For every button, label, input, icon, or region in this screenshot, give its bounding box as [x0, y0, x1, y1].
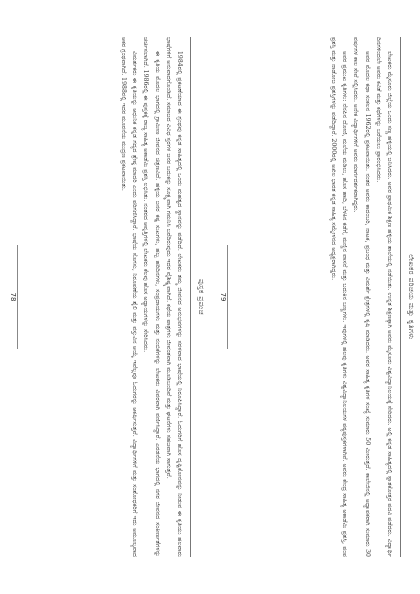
footer-rule — [227, 245, 228, 349]
right-page-content — [215, 37, 415, 557]
footer-rule — [17, 245, 18, 349]
paragraph: 1984ರಲ್ಲಿ ಪ್ರಕಟಣೆಯಾದ ಈ ಗ್ರಂಥವು ಕನ್ನಡ ಸಾಹಿತ್ಯದಲ್ಲಿ ಒಂದು ಮಹತ್ವದ ಸ್ಥಾನವನ್ನು ಪಡೆದಿದೆ. ಲೇಖಕರು ತಮ್ಮ ಜೀವನದ ಅನುಭವಗಳನ್ನು ಸರಳವಾದ ಭಾಷೆಯಲ್ಲಿ ನಿರೂಪಿಸಿದ್ದಾರೆ. ಓದುಗರಿಗೆ ಹೊಸ ದೃಷ್ಟಿಕೋನವನ್ನು ನೀಡುವ ಈ ಕೃತಿಯು ಹಲವಾರು ಭಾಷೆಗಳಿಗೆ ಅನುವಾದಗೊಂಡಿದೆ. ಸಮಾಜದ ವಿವಿಧ ಸ್ತರಗಳ ಜನರ ಬದುಕನ್ನು ಸೂಕ್ಷ್ಮವಾಗಿ ಗಮನಿಸಿ ಬರೆದಿರುವುದು ಇದರ ವೈಶಿಷ್ಟ್ಯವಾಗಿದೆ. ಕಥೆಯ ಪಾತ್ರಗಳು ಜೀವಂತವಾಗಿ ಮೂಡಿಬಂದಿವೆ ಮತ್ತು ಘಟನೆಗಳು ಸಹಜವಾಗಿ ಸಾಗುತ್ತವೆ. — [164, 37, 183, 557]
running-header: ಪುಸ್ತಕ ಪ್ರಪಂಚ — [197, 278, 205, 316]
page-number: 78 — [9, 292, 17, 302]
running-header: ಲೇಖಕರ ಪರಿಚಯ ಮತ್ತು ಕೃತಿಗಳು — [407, 254, 415, 340]
paragraph: ಅವರ ಮೊದಲ ಕಥಾ ಸಂಕಲನ 1962ರಲ್ಲಿ ಪ್ರಕಟವಾಯಿತು. ನಂತರ ಅವರು ಕಾದಂಬರಿ, ನಾಟಕ, ಪ್ರಬಂಧ ಮತ್ತು ವಿಮರ್ಶೆ ಕ್ಷೇತ್ರಗಳಲ್ಲಿ ಕೃಷಿ ಮಾಡಿದರು. ಅವರ ಸಾಹಿತ್ಯ ಕೃತಿಗಳ ಸಂಖ್ಯೆ ಸುಮಾರು 50 ಮೀರುತ್ತದೆ. ಕಾಲೇಜಿನಲ್ಲಿ ಅಧ್ಯಾಪಕರಾಗಿ ಸುಮಾರು 30 ವರ್ಷಗಳ ಕಾಲ ಸೇವೆ ಸಲ್ಲಿಸಿದರು. ಅನೇಕ ವಿದ್ಯಾರ್ಥಿಗಳಿಗೆ ಅವರು ಮಾರ್ಗದರ್ಶಕರಾಗಿದ್ದರು. — [352, 37, 371, 557]
header-rule — [190, 37, 191, 557]
right-page — [210, 0, 420, 594]
paragraph: ವಿಮರ್ಶಕರು ಈ ಕೃತಿಯನ್ನು ಆಧುನಿಕ ಕನ್ನಡ ಗದ್ಯದ ಶ್ರೇಷ್ಠ ಮಾದರಿ ಎಂದು ಪರಿಗಣಿಸಿದ್ದಾರೆ. ಭಾಷೆಯ ಸೊಗಸು, ನಿರೂಪಣೆಯ ಶೈಲಿ ಮತ್ತು ವಸ್ತುವಿನ ಆಯ್ಕೆ ಇವೆಲ್ಲವೂ ಓದುಗರನ್ನು ಆಕರ್ಷಿಸುತ್ತವೆ. ವಿದ್ಯಾರ್ಥಿಗಳಿಗೆ ಮತ್ತು ಸಂಶೋಧಕರಿಗೆ ಇದು ಅಮೂಲ್ಯವಾದ ಆಕರ ಗ್ರಂಥವಾಗಿದೆ. 1988ರಲ್ಲಿ ಇದರ ಮೂರನೆಯ ಮುದ್ರಣ ಪ್ರಕಟವಾಯಿತು. — [119, 37, 139, 557]
page-number: 79 — [219, 292, 227, 302]
body-text — [19, 37, 185, 557]
paragraph: ಅವರ ಪ್ರಮುಖ ಕೃತಿಗಳು: ನೆನಪಿನ ದೋಣಿ, ಮಲೆಯ ಮಡಿಲು, ಹೊಸ ಹಾದಿ, ಬೆಳಕಿನ ಕಡೆಗೆ, ಮಣ್ಣಿನ ವಾಸನೆ ಮತ್ತು ಬದುಕಿನ ಬಣ್ಣಗಳು. ಇವುಗಳಲ್ಲಿ ಹಲವು ಕೃತಿಗಳು ವಿಶ್ವವಿದ್ಯಾನಿಲಯಗಳ ಪಠ್ಯಪುಸ್ತಕಗಳಾಗಿವೆ. ಅವರು ಕೇಂದ್ರ ಸಾಹಿತ್ಯ ಅಕಾಡೆಮಿ ಪ್ರಶಸ್ತಿ, ಪಂಪ ಪ್ರಶಸ್ತಿ ಮತ್ತು ನಾಡೋಜ ಪ್ರಶಸ್ತಿಗಳನ್ನು ಪಡೆದಿದ್ದಾರೆ. 2000ರಲ್ಲಿ ಅಖಿಲ ಭಾರತ ಕನ್ನಡ ಸಾಹಿತ್ಯ ಸಮ್ಮೇಳನದ ಅಧ್ಯಕ್ಷರಾಗಿದ್ದರು. — [329, 37, 349, 557]
header-rule — [400, 37, 401, 557]
body-text — [229, 37, 395, 557]
left-page-content — [5, 37, 205, 557]
paragraph: ಲೇಖಕರು ಮೈಸೂರು ಜಿಲ್ಲೆಯ ಒಂದು ಸಣ್ಣ ಹಳ್ಳಿಯಲ್ಲಿ ಜನಿಸಿದರು. ಅವರ ಪ್ರಾಥಮಿಕ ಶಿಕ್ಷಣ ಹಳ್ಳಿಯ ಶಾಲೆಯಲ್ಲಿ ನಡೆಯಿತು. ಉನ್ನತ ಶಿಕ್ಷಣಕ್ಕಾಗಿ ಅವರು ಮೈಸೂರು ವಿಶ್ವವಿದ್ಯಾನಿಲಯಕ್ಕೆ ಸೇರಿದರು. ಅಲ್ಲಿ ಕನ್ನಡ ಸಾಹಿತ್ಯದಲ್ಲಿ ಸ್ನಾತಕೋತ್ತರ ಪದವಿ ಪಡೆದರು. ವಿದ್ಯಾರ್ಥಿ ದಿನಗಳಿಂದಲೇ ಅವರು ಕವಿತೆ ಮತ್ತು ಕಥೆಗಳನ್ನು ಬರೆಯಲು ಪ್ರಾರಂಭಿಸಿದರು. — [374, 37, 393, 557]
paragraph: ಈ ಕೃತಿಯ ಮೊದಲ ಭಾಗದಲ್ಲಿ ಗ್ರಾಮೀಣ ಜೀವನದ ಚಿತ್ರಣವಿದೆ. ಹಳ್ಳಿಯ ಜನರ ಕಷ್ಟ ಸುಖಗಳು, ಹಬ್ಬ ಹರಿದಿನಗಳು, ಸಂಪ್ರದಾಯಗಳು ಮತ್ತು ನಂಬಿಕೆಗಳನ್ನು ಲೇಖಕರು ವಿವರವಾಗಿ ವರ್ಣಿಸಿದ್ದಾರೆ. ಎರಡನೆಯ ಭಾಗದಲ್ಲಿ ನಗರ ಜೀವನದ ಸಂಕೀರ್ಣತೆಗಳನ್ನು ಚರ್ಚಿಸಲಾಗಿದೆ. 1986ರಲ್ಲಿ ಈ ಪುಸ್ತಕಕ್ಕೆ ರಾಜ್ಯ ಸಾಹಿತ್ಯ ಅಕಾಡೆಮಿ ಪ್ರಶಸ್ತಿ ಲಭಿಸಿತು. ನಂತರದ ಆವೃತ್ತಿಗಳಲ್ಲಿ ಲೇಖಕರು ಕೆಲವು ಹೊಸ ಅಧ್ಯಾಯಗಳನ್ನು ಸೇರಿಸಿದರು. — [142, 37, 161, 557]
